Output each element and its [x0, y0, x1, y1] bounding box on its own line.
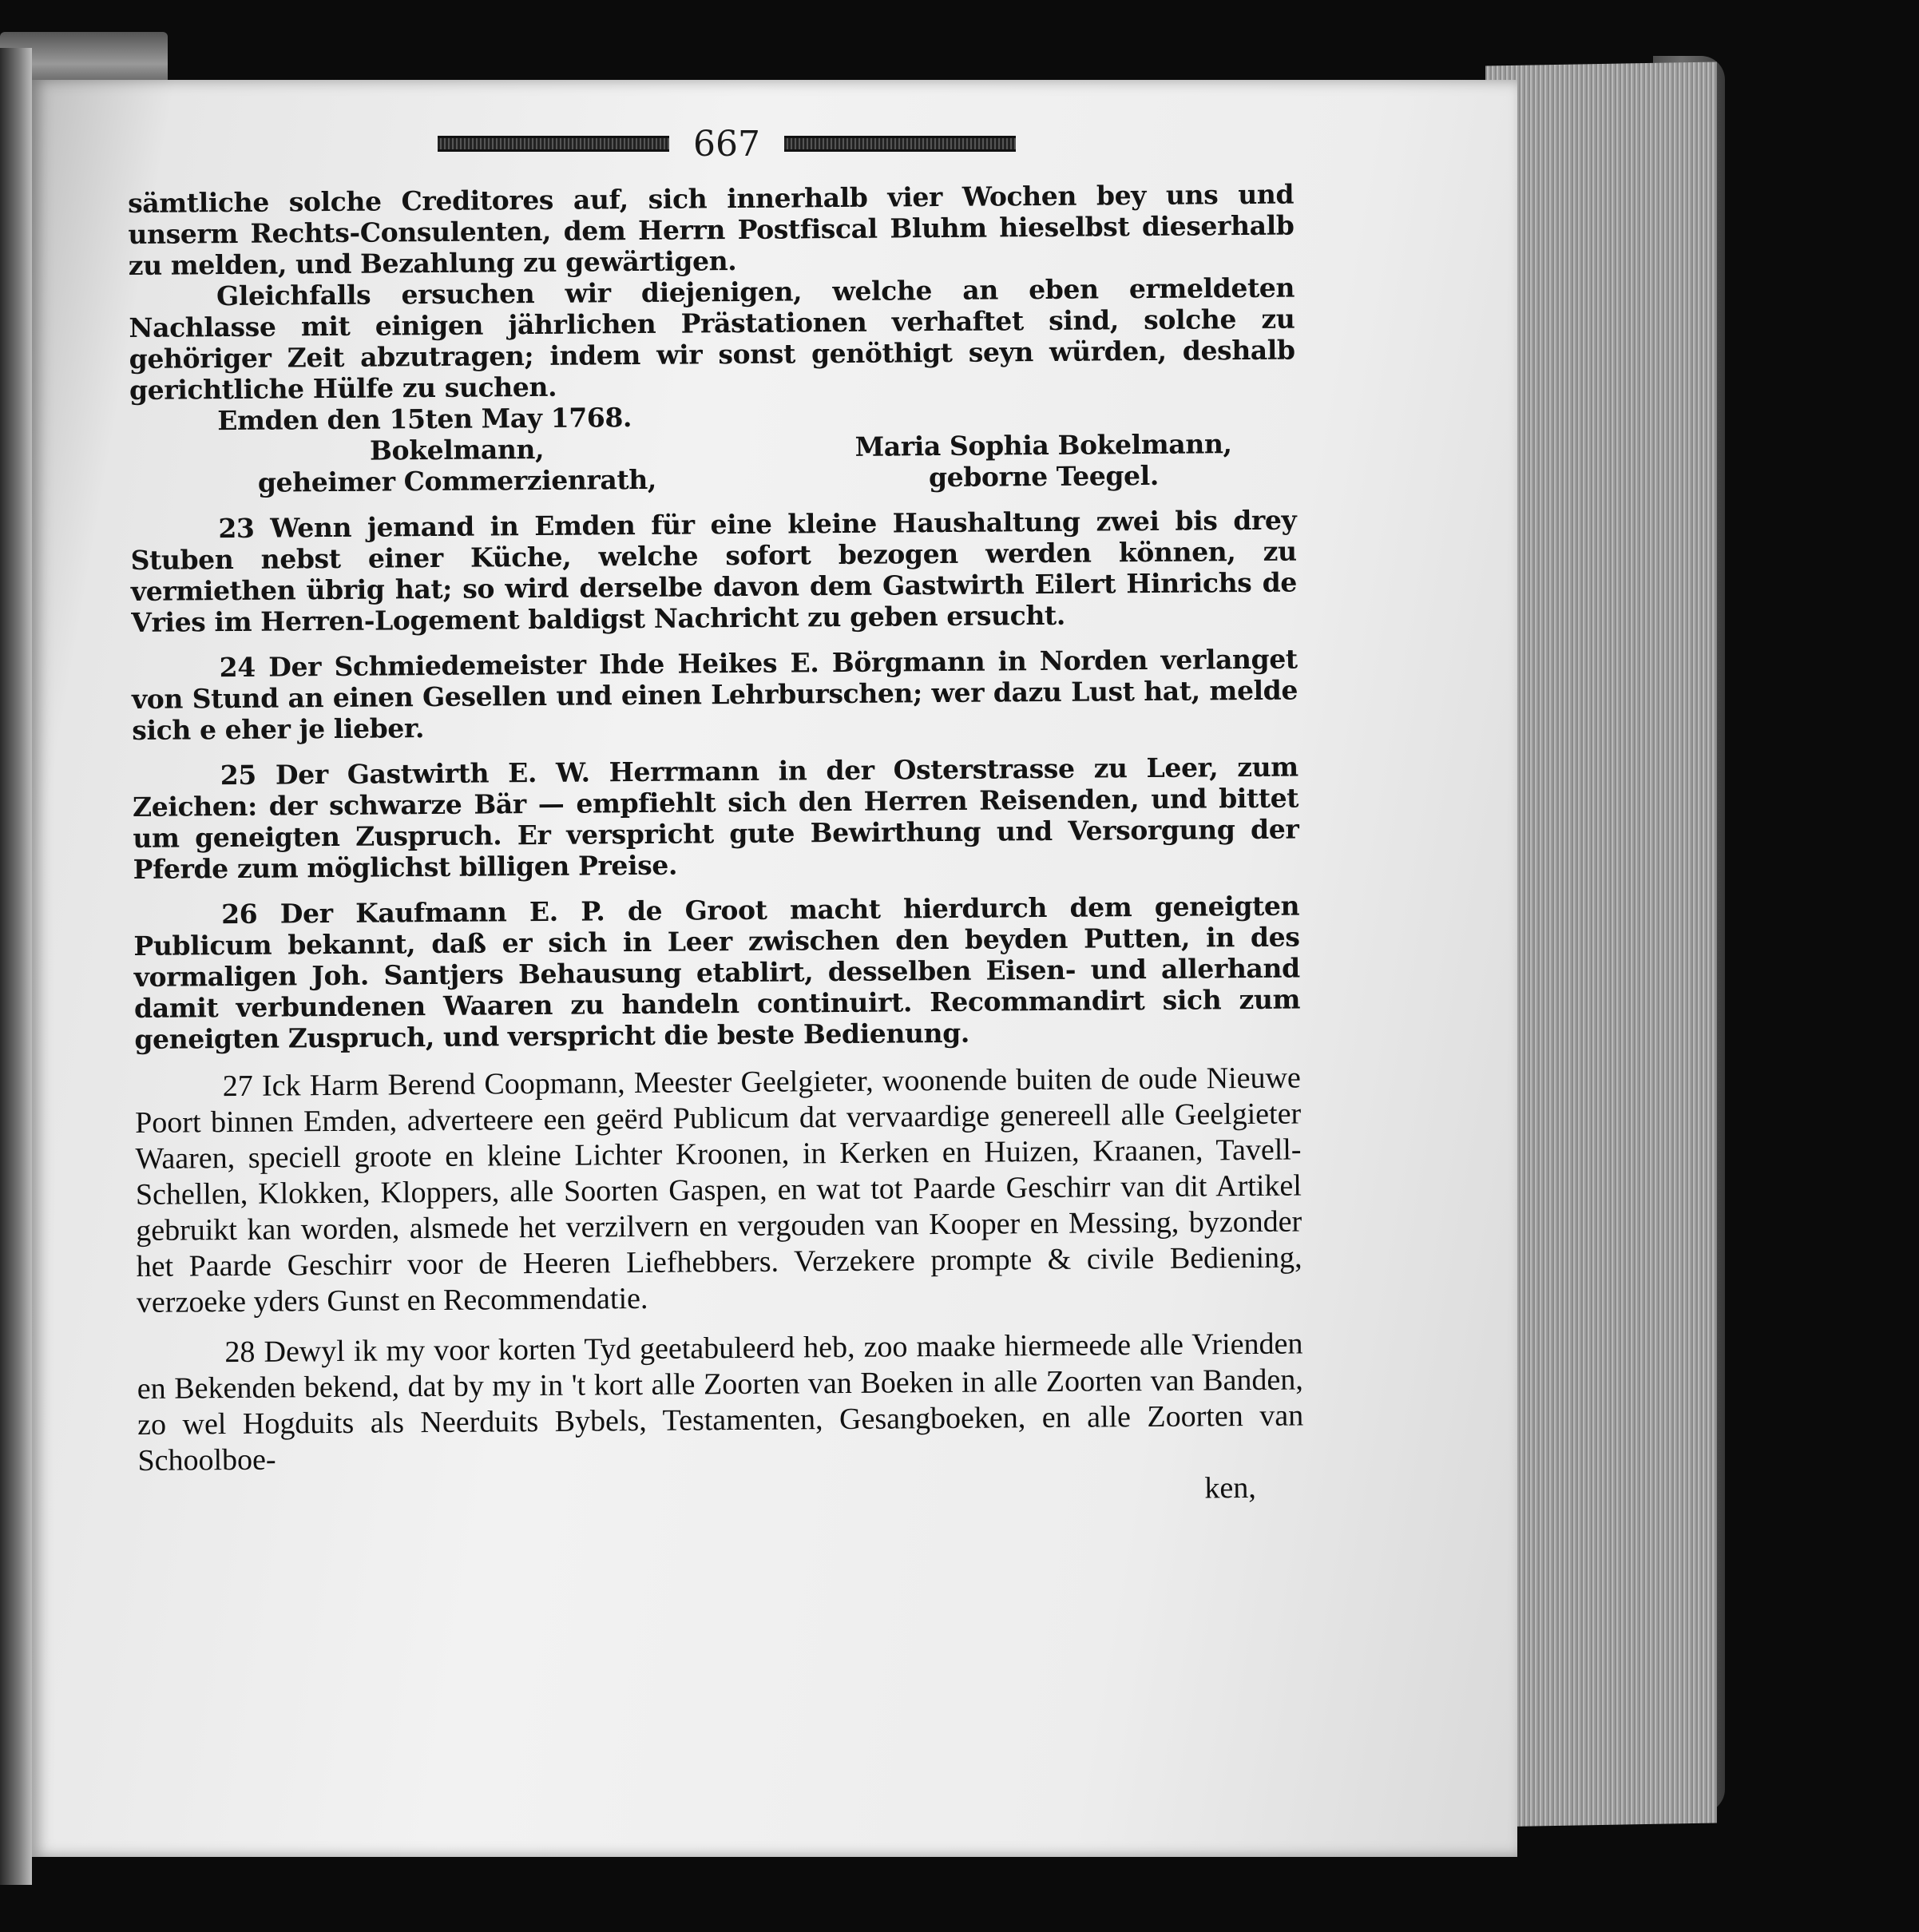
left-page-edge	[0, 48, 32, 1885]
notice-28: 28 Dewyl ik my voor korten Tyd geetabuleerd heb, zoo maake hiermeede alle Vrienden en Bekenden bekend, dat by my in 't kort alle Zoorten van Boeken in alle Zoorten van Banden, zo wel Hogduits als Neerduits Bybels, Testamenten, Gesangboeken, en alle Zoorten van Schoolboe-	[137, 1327, 1304, 1478]
signature-left-title: geheimer Commerzienrath,	[257, 463, 657, 498]
page-fore-edge	[1485, 61, 1717, 1827]
signature-right-title: geborne Teegel.	[928, 459, 1160, 494]
signature-right	[855, 428, 1233, 494]
catchword: ken,	[1204, 1470, 1256, 1506]
header-rule-left	[438, 136, 669, 152]
gleichfalls-paragraph: Gleichfalls ersuchen wir diejenigen, welche an eben ermeldeten Nachlasse mit einigen jährlichen Prästationen verhaftet sind, solche zu gehöriger Zeit abzutragen; indem wir sonst genöthigt seyn würden, deshalb gerichtliche Hülfe zu suchen.	[129, 272, 1295, 406]
notice-23: 23 Wenn jemand in Emden für eine kleine Haushaltung zwei bis drey Stuben nebst einer Küche, welche sofort bezogen werden können, zu vermiethen übrig hat; so wird derselbe davon dem Gastwirth Eilert Hinrichs de Vries im Herren-Logement baldigst Nachricht zu geben ersucht.	[130, 504, 1298, 638]
page-body	[128, 179, 1304, 1514]
continuation-paragraph: sämtliche solche Creditores auf, sich innerhalb vier Wochen bey uns und unserm Rechts-Consulenten, dem Herrn Postfiscal Bluhm hieselbst dieserhalb zu melden, und Bezahlung zu gewärtigen.	[128, 178, 1295, 281]
dateline: Emden den 15ten May 1768.	[217, 402, 632, 437]
notice-26: 26 Der Kaufmann E. P. de Groot macht hierdurch dem geneigten Publicum bekannt, daß er sich in Leer zwischen den beyden Putten, in des vormaligen Joh. Santjers Behausung etablirt, desselben Eisen- und allerhand damit verbundenen Waaren zu handeln continuirt. Recommandirt sich zum geneigten Zuspruch, und verspricht die beste Bedienung.	[133, 890, 1301, 1055]
notice-27: 27 Ick Harm Berend Coopmann, Meester Geelgieter, woonende buiten de oude Nieuwe Poort binnen Emden, adverteere een geërd Publicum dat vervaardige genereell alle Geelgieter Waaren, speciell groote en kleine Lichter Kroonen, in Kerken en Huizen, Kraanen, Tavell-Schellen, Klokken, Kloppers, alle Soorten Gaspen, en wat tot Paarde Geschirr van dit Artikel gebruikt kan worden, alsmede het verzilvern en vergouden van Kooper en Messing, byzonder het Paarde Geschirr voor de Heeren Liefhebbers. Verzekere prompte & civile Bediening, verzoeke yders Gunst en Recommendatie.	[135, 1061, 1302, 1319]
signature-right-name: Maria Sophia Bokelmann,	[854, 428, 1232, 462]
signature-left	[257, 433, 656, 498]
notice-25: 25 Der Gastwirth E. W. Herrmann in der Osterstrasse zu Leer, zum Zeichen: der schwarze Bär — empfiehlt sich den Herren Reisenden, und bittet um geneigten Zuspruch. Er verspricht gute Bewirthung und Versorgung der Pferde zum möglichst billigen Preise.	[132, 751, 1299, 885]
page-number: 667	[693, 123, 760, 165]
notice-24: 24 Der Schmiedemeister Ihde Heikes E. Börgmann in Norden verlanget von Stund an einen Gesellen und einen Lehrburschen; wer dazu Lust hat, melde sich e eher je lieber.	[131, 643, 1298, 746]
signature-block	[129, 428, 1296, 499]
signature-left-name: Bokelmann,	[369, 433, 545, 466]
header-rule-right	[784, 136, 1016, 152]
page-header	[407, 120, 1046, 168]
